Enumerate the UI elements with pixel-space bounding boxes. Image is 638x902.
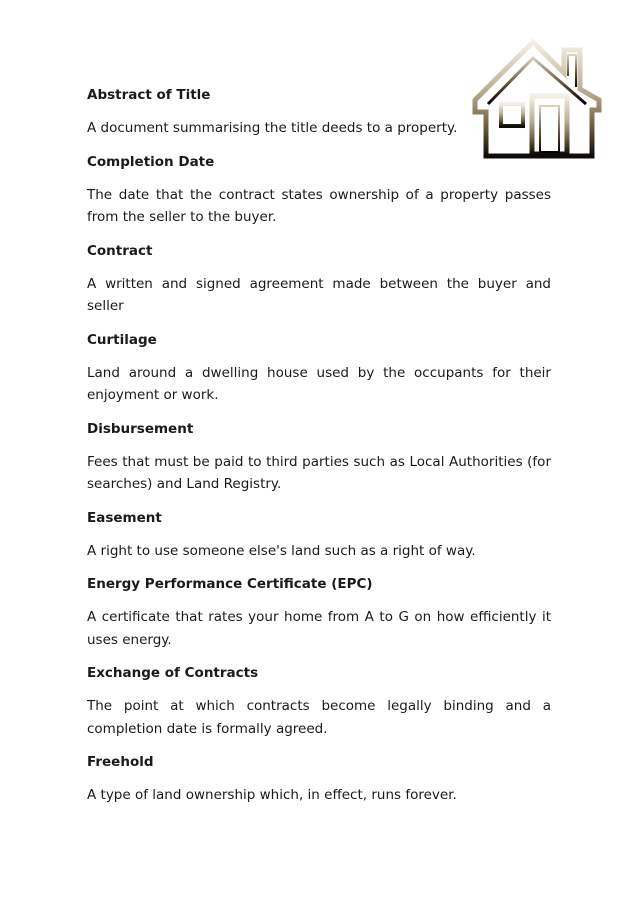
glossary-term: Energy Performance Certificate (EPC) xyxy=(87,576,373,592)
glossary-list xyxy=(87,84,551,818)
glossary-definition: Land around a dwelling house used by the occupants for their enjoyment or work. xyxy=(87,364,551,403)
glossary-entry xyxy=(87,418,551,496)
glossary-term: Contract xyxy=(87,242,153,259)
glossary-term: Exchange of Contracts xyxy=(87,665,259,681)
glossary-entry xyxy=(87,240,551,318)
glossary-definition: The point at which contracts become legally binding and a completion date is formally agreed. xyxy=(87,698,551,737)
glossary-entry xyxy=(87,151,551,229)
glossary-definition: Fees that must be paid to third parties such as Local Authorities (for searches) and Land Registry. xyxy=(87,453,551,492)
glossary-term: Easement xyxy=(87,509,162,526)
glossary-definition: A written and signed agreement made between the buyer and seller xyxy=(87,275,551,314)
glossary-definition: A document summarising the title deeds to a property. xyxy=(87,120,458,136)
glossary-entry xyxy=(87,507,551,563)
glossary-entry xyxy=(87,751,551,807)
glossary-definition: A certificate that rates your home from A to G on how efficiently it uses energy. xyxy=(87,609,551,648)
glossary-entry xyxy=(87,573,551,651)
glossary-term: Curtilage xyxy=(87,331,157,348)
glossary-term: Completion Date xyxy=(87,153,215,170)
glossary-definition: A right to use someone else's land such as a right of way. xyxy=(87,542,476,559)
glossary-entry xyxy=(87,662,551,740)
glossary-entry xyxy=(87,329,551,407)
glossary-definition: A type of land ownership which, in effect, runs forever. xyxy=(87,787,457,803)
glossary-term: Abstract of Title xyxy=(87,87,211,103)
glossary-term: Freehold xyxy=(87,754,154,770)
glossary-entry xyxy=(87,84,551,140)
glossary-term: Disbursement xyxy=(87,420,194,437)
glossary-definition: The date that the contract states ownership of a property passes from the seller to the buyer. xyxy=(87,186,551,225)
